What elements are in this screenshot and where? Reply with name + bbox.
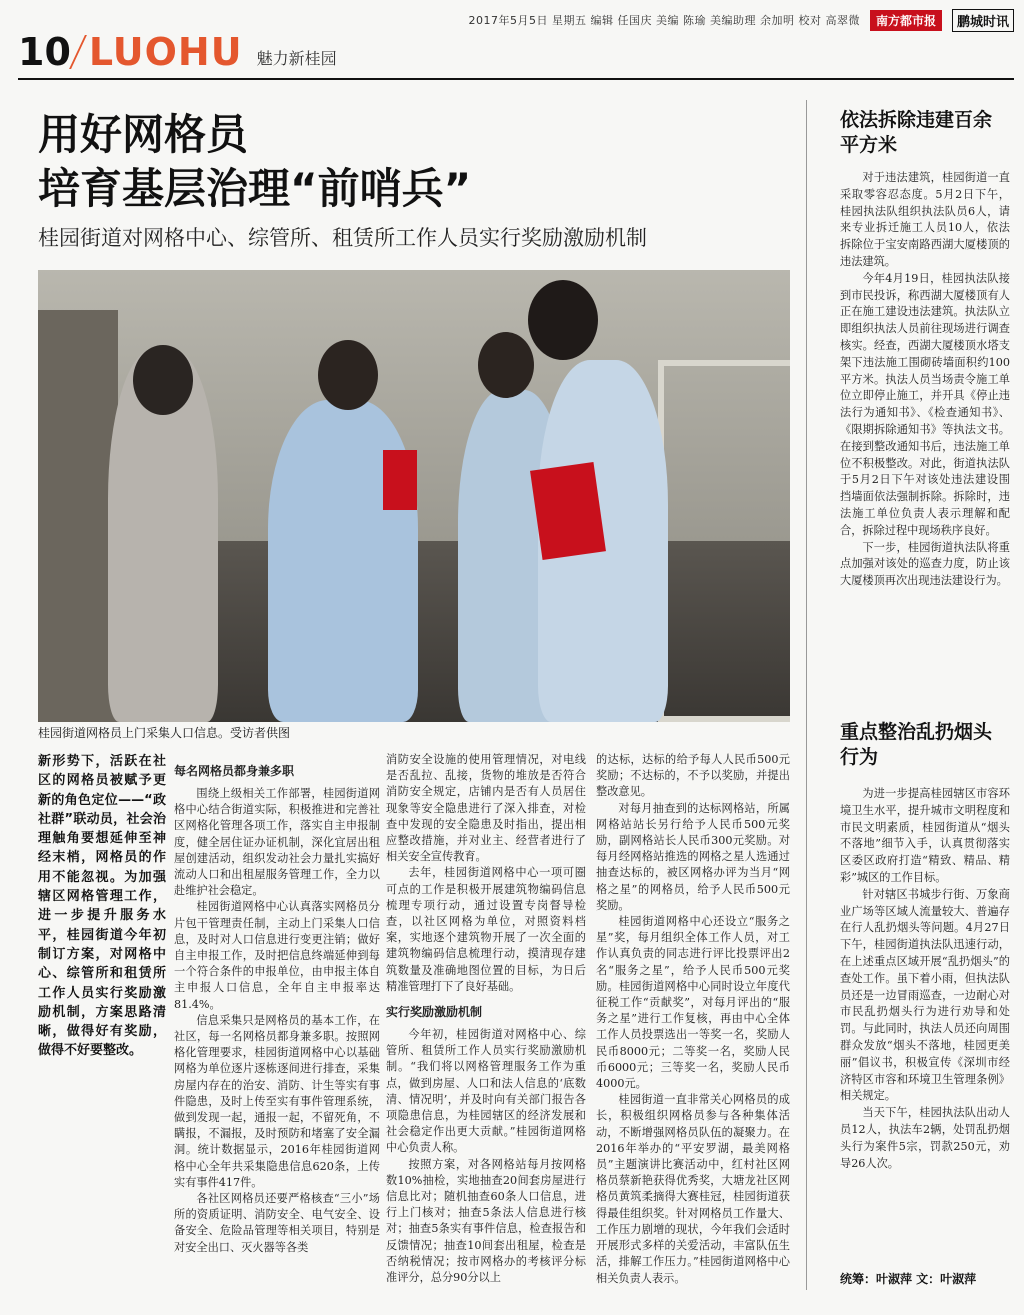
photo-bunk-bed (658, 360, 790, 722)
headline-line-1: 用好网格员 (38, 110, 249, 159)
photo-grid-worker (268, 400, 418, 722)
district-title: LUOHU (88, 30, 243, 74)
photo-officer-1-head (478, 332, 534, 398)
masthead (18, 30, 337, 74)
byline: 统筹：叶淑萍 文：叶淑萍 (840, 1272, 977, 1286)
page-number: 10 (18, 30, 71, 74)
section-title: 魅力新桂园 (256, 48, 337, 68)
photo-grid-worker-head (318, 340, 378, 410)
paragraph: 桂园街道网格中心还设立“服务之星”奖，每月组织全体工作人员，对工作认真负责的同志进行评比投票评出2名“服务之星”，给予人民币500元奖励。桂园街道网格中心同时设立年度代征税工作“贡献奖”，对每月评出的“服务之星”进行工作复核，再由中心全体工作人员投票选出一等奖一名，奖励人民币8000元；二等奖一名，奖励人民币6000元；三等奖一名，奖励人民币4000元。 (596, 915, 790, 1091)
section-heading-2: 实行奖励激励机制 (386, 1005, 483, 1020)
news-photo (38, 270, 790, 722)
photo-resident-head (133, 345, 193, 415)
masthead-divider (69, 35, 87, 69)
article-column-2 (174, 760, 380, 1256)
sidebar-story-2 (840, 786, 1010, 1172)
photo-armband (530, 462, 606, 560)
section-heading-1: 每名网格员都身兼多职 (174, 764, 295, 778)
paragraph: 信息采集只是网格员的基本工作，在社区，每一名网格员都身兼多职。按照网格化管理要求，桂园街道网格中心以基础网格为单位逐片逐栋逐间进行排查，采集房屋内存在的治安、消防、计生等实有事件隐患，及时上传至实有事件管理系统，做到发现一起，通报一起，不留死角，不瞒报，不漏报，及时预防和堵塞了安全漏洞。统计数据显示，2016年桂园街道网格中心全年共采集隐患信息620条，上传实有事件417件。 (174, 1013, 380, 1189)
subheadline: 桂园街道对网格中心、综管所、租赁所工作人员实行奖励激励机制 (38, 226, 647, 250)
paragraph: 今年初，桂园街道对网格中心、综管所、租赁所工作人员实行奖励激励机制。“我们将以网格管理服务工作为重点，做到房屋、人口和法人信息的‘底数清、情况明’，并及时向有关部门报告各项隐患信息，为桂园辖区的经济发展和社会稳定作出更大贡献。”桂园街道网格中心负责人称。 (386, 1028, 586, 1155)
sidebar-headline-2: 重点整治乱扔烟头行为 (840, 721, 993, 768)
paragraph: 去年，桂园街道网格中心一项可圈可点的工作是积极开展建筑物编码信息梳理专项行动，通过设置专岗督导检查，以社区网格为单位，对照资料档案，实地逐个建筑物开展了一次全面的建筑物编码信息梳理行动，摸清现存建筑数量及准确地图位置的目标，为日后精准管理打下了良好基础。 (386, 866, 586, 993)
paragraph: 对每月抽查到的达标网格站，所属网格站站长另行给予人民币500元奖励，副网格站长人民币300元奖励。对每月经网格站推选的网格之星人选通过抽查达标的，被区网格办评为当月“网格之星”的网格员，给予人民币500元奖励。 (596, 801, 790, 912)
photo-shelf (38, 310, 118, 722)
paragraph: 的达标，达标的给予每人人民币500元奖励；不达标的，不予以奖励，并提出整改意见。 (596, 753, 790, 799)
photo-officer-2-head (528, 280, 598, 360)
main-headline (38, 108, 798, 216)
sidebar-headline-1: 依法拆除违建百余平方米 (840, 109, 993, 156)
paragraph: 对于违法建筑，桂园街道一直采取零容忍态度。5月2日下午，桂园执法队组织执法队员6人，请来专业拆迁施工人员10人，依法拆除位于宝安南路西湖大厦楼顶的违法建筑。 (840, 171, 1010, 268)
paragraph: 针对辖区书城步行街、万象商业广场等区域人流量较大、普遍存在行人乱扔烟头等问题。4月27日下午，桂园街道执法队迅速行动，在上述重点区域开展“乱扔烟头”的查处工作。虽下着小雨，但执法队员还是一边冒雨巡查，一边耐心对市民乱扔烟头行为进行劝导和处罚。与此同时，执法人员还向周围群众发放“烟头不落地，桂园更美丽”倡议书，积极宣传《深圳市经济特区市容和环境卫生管理条例》相关规定。 (840, 887, 1010, 1103)
headline-line-2: 培育基层治理“前哨兵” (38, 164, 472, 213)
header-rule (18, 78, 1014, 80)
issue-meta: 2017年5月5日 星期五 编辑 任国庆 美编 陈瑜 美编助理 余加明 校对 高翠微 (468, 14, 860, 27)
paragraph: 今年4月19日，桂园执法队接到市民投诉，称西湖大厦楼顶有人正在施工建设违法建筑。执法队立即组织执法人员前往现场进行调查核实。经查，西湖大厦楼顶水塔支架下违法施工围砌砖墙面积约100平方米。执法人员当场责令施工单位立即停止施工，并开具《停止违法行为通知书》、《检查通知书》、《限期拆除通知书》等执法文书。在接到整改通知书后，违法施工单位不积极整改。对此，街道执法队于5月2日下午对该处违法建设围挡墙面依法强制拆除。拆除时，违法施工单位负责人表示理解和配合，拆除过程中现场秩序良好。 (840, 271, 1010, 537)
photo-armband-small (383, 450, 417, 510)
article-lead: 新形势下，活跃在社区的网格员被赋予更新的角色定位——“政社群”联动员，社会治理触角要想延伸至神经末梢，网格员的作用不能忽视。为加强辖区网格管理工作，进一步提升服务水平，桂园街道今年初制订方案，对网格中心、综管所和租赁所工作人员实行奖励激励机制，方案思路清晰，做得好有奖励，做得不好要整改。 (38, 754, 166, 1059)
photo-caption: 桂园街道网格员上门采集人口信息。受访者供图 (38, 726, 291, 740)
sidebar-story-1 (840, 170, 1010, 590)
column-divider (806, 100, 807, 1290)
paragraph: 桂园街道一直非常关心网格员的成长，积极组织网格员参与各种集体活动，不断增强网格员队伍的凝聚力。在2016年举办的“平安罗湖，最美网格员”主题演讲比赛活动中，红村社区网格员蔡新艳获得优秀奖，大塘龙社区网格员黄筑柔摘得大赛桂冠，桂园街道获得最佳组织奖。针对网格员工作量大、工作压力剧增的现状，今年我们会适时开展形式多样的关爱活动，丰富队伍生活，排解工作压力。”桂园街道网格中心相关负责人表示。 (596, 1093, 790, 1285)
article-column-4 (596, 752, 790, 1287)
paragraph: 桂园街道网格中心认真落实网格员分片包干管理责任制，主动上门采集人口信息，及时对人口信息进行变更注销；做好自主申报工作，及时把信息终端延伸到每一个符合条件的申报单位，由申报主体自主申报人口信息，全年自主申报率达81.4%。 (174, 900, 380, 1011)
paragraph: 按照方案，对各网格站每月按网格数10%抽检，实地抽查20间套房屋进行信息比对；随机抽查60条人口信息，进行上门核对；抽查5条法人信息进行核对；抽查5条实有事件信息，检查报告和反馈情况；抽查10间套出租屋，检查是否纳税情况；按市网格办的考核评分标准评分，总分90分以上 (386, 1157, 586, 1285)
top-meta-bar (18, 10, 1014, 30)
paragraph: 为进一步提高桂园辖区市容环境卫生水平，提升城市文明程度和市民文明素质，桂园街道从“烟头不落地”细节入手，认真贯彻落实区委区政府打造“精致、精品、精彩”城区的工作目标。 (840, 787, 1010, 884)
paragraph: 围绕上级相关工作部署，桂园街道网格中心结合街道实际，积极推进和完善社区网格化管理各项工作，落实自主申报制度，健全居住证办证机制，深化宜居出租屋创建活动，组织发动社会力量扎实搞好流动人口和出租屋服务管理工作，全力以赴维护社会稳定。 (174, 787, 380, 898)
paragraph: 下一步，桂园街道执法队将重点加强对该处的巡查力度，防止该大厦楼顶再次出现违法建设行为。 (840, 540, 1010, 588)
article-column-3 (386, 752, 586, 1286)
supplement-logo: 鹏城时讯 (952, 9, 1014, 32)
paragraph: 消防安全设施的使用管理情况，对电线是否乱拉、乱接，货物的堆放是否符合消防安全规定，店铺内是否有人员居住现象等安全隐患进行了深入排查，对检查中发现的安全隐患及时指出，提出相应整改措施，并对业主、经营者进行了相关安全宣传教育。 (386, 753, 586, 864)
newspaper-logo: 南方都市报 (870, 10, 942, 31)
paragraph: 当天下午，桂园执法队出动人员12人，执法车2辆，处罚乱扔烟头行为案件5宗，罚款250元，劝导26人次。 (840, 1106, 1010, 1170)
paragraph: 各社区网格员还要严格核查“三小”场所的资质证明、消防安全、电气安全、设备安全、危险品管理等相关项目，特别是对安全出口、灭火器等各类 (174, 1192, 380, 1254)
